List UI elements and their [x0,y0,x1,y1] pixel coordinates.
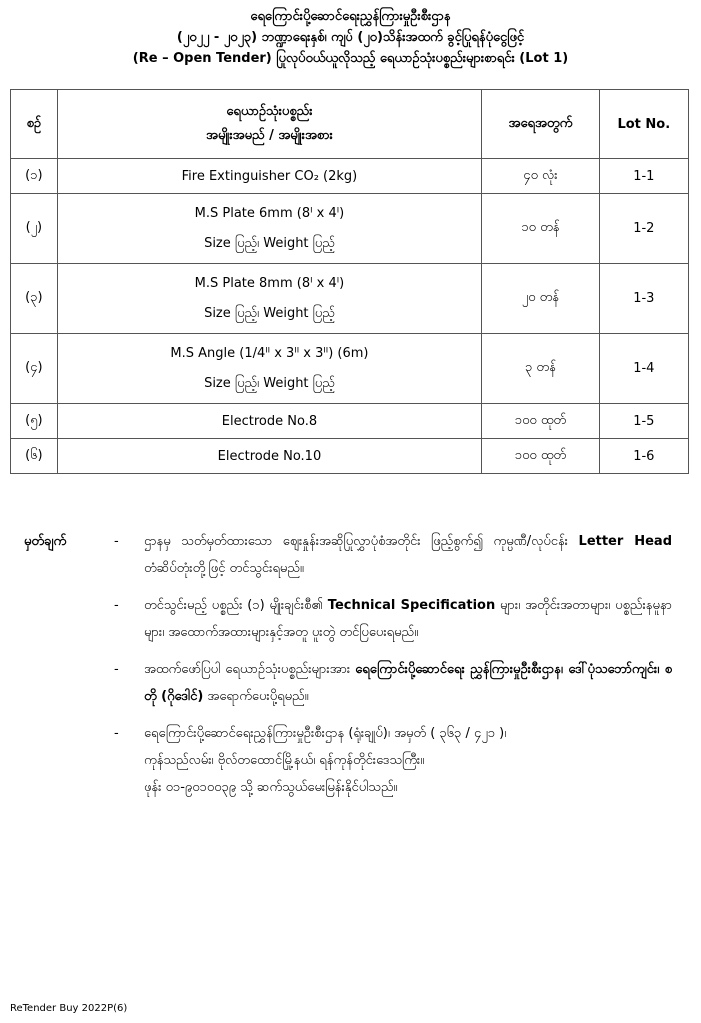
row-no: (၂) [11,194,58,264]
note-dash: - [114,598,119,613]
note-text-4 [144,720,672,801]
note-item [24,656,672,710]
row-no: (၄) [11,334,58,404]
items-table [10,89,689,474]
col-header-description [57,90,481,159]
note-text-1 [144,528,672,582]
row-quantity: ၁၀ တန် [482,194,599,264]
row-quantity: ၄၀ လုံး [482,159,599,194]
note-item [24,528,672,582]
row-desc-main: M.S Plate 8mm (8ᴵ x 4ᴵ) [194,275,345,291]
row-desc-sub: Size ပြည့်၊ Weight ပြည့် [204,235,335,251]
note-1-text-c: တံဆိပ်တုံးတို့ဖြင့် တင်သွင်းရမည်။ [144,561,304,576]
row-desc-main: M.S Plate 6mm (8ᴵ x 4ᴵ) [194,205,345,221]
row-quantity: ၃ တန် [482,334,599,404]
row-description [57,194,481,264]
document-header [0,6,701,69]
note-1-text-bold: Letter Head [578,534,672,549]
table-row [11,194,689,264]
note-dash: - [114,534,119,549]
table-row [11,334,689,404]
row-desc-main: M.S Angle (1/4ᴵᴵ x 3ᴵᴵ x 3ᴵᴵ) (6m) [170,345,369,361]
row-no: (၅) [11,404,58,439]
row-lot: 1-4 [599,334,688,404]
note-2-text-c: များ၊ အတိုင်းအတာများ၊ ပစ္စည်းနမူနာများ၊ အထောက်အထားများနှင့်အတူ ပူးတွဲ တင်ပြပေးရမည်။ [144,598,672,640]
row-desc-sub: Size ပြည့်၊ Weight ပြည့် [204,375,335,391]
row-description [57,264,481,334]
note-3-text-c: အရောက်ပေးပို့ရမည်။ [203,689,309,704]
note-2-text-bold: Technical Specification [327,598,496,613]
note-3-text-a: အထက်ဖော်ပြပါ ရေယာဉ်သုံးပစ္စည်းများအား [144,662,356,677]
note-item [24,592,672,646]
row-quantity: ၁၀၀ ထုတ် [482,404,599,439]
table-row [11,264,689,334]
note-1-text-a: ဌာနမှ သတ်မှတ်ထားသော ဈေးနှုန်းအဆိုပြုလွှာပုံစံအတိုင်း ဖြည့်စွက်၍ ကုမ္ပဏီ/လုပ်ငန်း [144,534,579,549]
note-item [24,720,672,801]
row-description: Electrode No.10 [57,439,481,474]
row-lot: 1-1 [599,159,688,194]
col-header-desc-line2: အမျိုးအမည် / အမျိုးအစား [206,128,333,143]
note-text-2 [144,592,672,646]
col-header-no: စဉ် [11,90,58,159]
col-header-desc-line1: ရေယာဉ်သုံးပစ္စည်း [226,104,313,119]
note-4-address-line2: ကုန်သည်လမ်း၊ ဗိုလ်တထောင်မြို့နယ်၊ ရန်ကုန်တိုင်းဒေသကြီး။ [144,753,425,768]
row-no: (၁) [11,159,58,194]
note-dash: - [114,726,119,741]
note-text-3 [144,656,672,710]
row-lot: 1-6 [599,439,688,474]
row-lot: 1-3 [599,264,688,334]
table-row [11,439,689,474]
row-quantity: ၂၀ တန် [482,264,599,334]
header-tender-title: (Re – Open Tender) ပြုလုပ်ဝယ်ယူလိုသည့် ရေယာဉ်သုံးပစ္စည်းများစာရင်း (Lot 1) [132,51,569,66]
note-2-text-a: တင်သွင်းမည့် ပစ္စည်း (၁) မျိုးချင်းစီ၏ [144,598,328,613]
col-header-lot: Lot No. [599,90,688,159]
row-no: (၃) [11,264,58,334]
row-quantity: ၁၀၀ ထုတ် [482,439,599,474]
col-header-quantity: အရေအတွက် [482,90,599,159]
row-description: Fire Extinguisher CO₂ (2kg) [57,159,481,194]
note-dash: - [114,662,119,677]
table-row [11,159,689,194]
notes-section [24,528,672,811]
row-lot: 1-5 [599,404,688,439]
header-fiscal-year: (၂၀၂၂ - ၂၀၂၃) ဘဏ္ဍာရေးနှစ်၊ ကျပ် (၂၀)သိန်းအထက် ခွင့်ပြုရန်ပုံငွေဖြင့် [176,30,525,45]
row-no: (၆) [11,439,58,474]
table-row [11,404,689,439]
footer-reference: ReTender Buy 2022P(6) [10,1003,128,1014]
table-header-row [11,90,689,159]
row-desc-sub: Size ပြည့်၊ Weight ပြည့် [204,305,335,321]
row-description [57,334,481,404]
note-4-phone-line: ဖုန်း ၀၁-၉၀၁၀၀၃၉ သို့ ဆက်သွယ်မေးမြန်းနိုင်ပါသည်။ [144,780,398,795]
row-description: Electrode No.8 [57,404,481,439]
notes-label: မှတ်ချက် [24,534,67,549]
header-department: ရေကြောင်းပို့ဆောင်ရေးညွှန်ကြားမှုဦးစီးဌာန [250,9,451,24]
note-4-address-line1: ရေကြောင်းပို့ဆောင်ရေးညွှန်ကြားမှုဦးစီးဌာန (ရုံးချုပ်)၊ အမှတ် ( ၃၆၃ / ၄၂၁ )၊ [144,726,507,741]
note-3-text-bold: ရေကြောင်းပို့ဆောင်ရေး ညွှန်ကြားမှုဦးစီးဌာန၊ ဒေါ်ပုံသဘော်ကျင်း၊ စတို (ဂိုဒေါင်) [144,662,673,704]
row-lot: 1-2 [599,194,688,264]
